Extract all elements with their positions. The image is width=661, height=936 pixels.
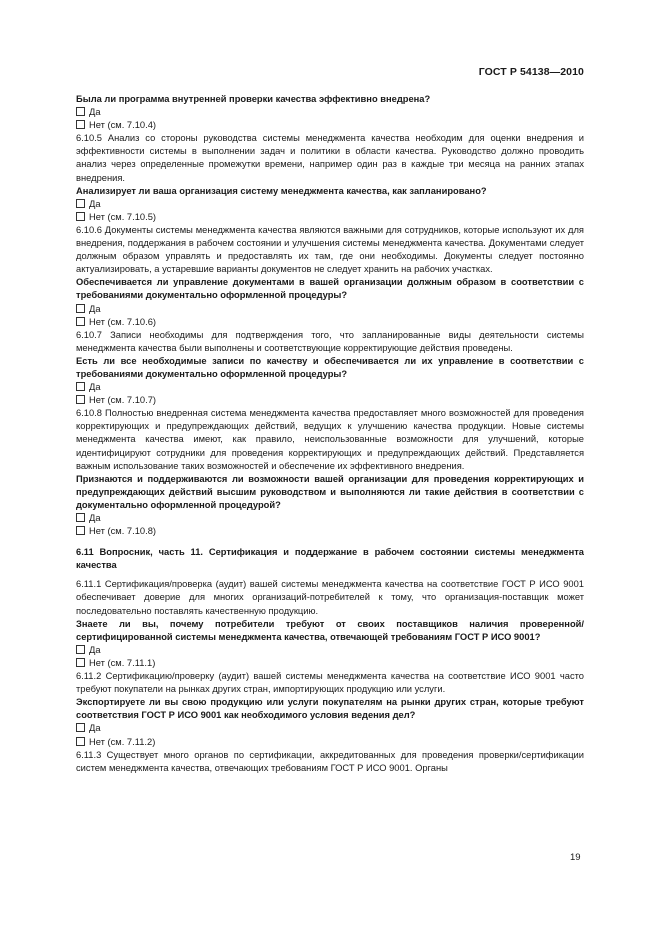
answer-option[interactable] bbox=[76, 198, 584, 211]
checkbox-icon[interactable] bbox=[76, 120, 85, 129]
block-text: Нет (см. 7.10.5) bbox=[89, 211, 156, 222]
checkbox-icon[interactable] bbox=[76, 395, 85, 404]
question-text bbox=[76, 618, 584, 644]
answer-option[interactable] bbox=[76, 722, 584, 735]
block-text: Да bbox=[89, 303, 101, 314]
checkbox-icon[interactable] bbox=[76, 107, 85, 116]
answer-option[interactable] bbox=[76, 119, 584, 132]
checkbox-icon[interactable] bbox=[76, 212, 85, 221]
block-text: Обеспечивается ли управление документами в вашей организации должным образом в соответствии с требованиями документально оформленной процедуры? bbox=[76, 277, 584, 301]
question-text bbox=[76, 185, 584, 198]
block-text: Нет (см. 7.11.1) bbox=[89, 657, 156, 668]
block-text: Есть ли все необходимые записи по качеству и обеспечивается ли их управление в соответствии с требованиями документально оформленной процедуры? bbox=[76, 355, 584, 379]
question-text bbox=[76, 276, 584, 302]
paragraph bbox=[76, 224, 584, 276]
checkbox-icon[interactable] bbox=[76, 658, 85, 667]
checkbox-icon[interactable] bbox=[76, 526, 85, 535]
document-body bbox=[76, 93, 584, 775]
answer-option[interactable] bbox=[76, 316, 584, 329]
checkbox-icon[interactable] bbox=[76, 199, 85, 208]
question-text bbox=[76, 355, 584, 381]
block-text: Да bbox=[89, 107, 101, 118]
block-text: 6.11.2 Сертификацию/проверку (аудит) вашей системы менеджмента качества на соответствие ИСО 9001 часто требуют покупатели на рынках других стран, импортирующих продукцию или услуги. bbox=[76, 671, 584, 695]
paragraph bbox=[76, 749, 584, 775]
block-text: Да bbox=[89, 723, 101, 734]
answer-option[interactable] bbox=[76, 736, 584, 749]
section-heading bbox=[76, 546, 584, 572]
checkbox-icon[interactable] bbox=[76, 737, 85, 746]
block-text: 6.10.8 Полностью внедренная система менеджмента качества предоставляет много возможностей для проведения корректирующих и предупреждающих действий, ведущих к улучшению качества продукции. Новые системы менеджмента качества имеют, как правило, неиспользованные возможности для улучшений, которые идентифицируют сотрудники для проведения корректирующих и предупреждающих действий. Представляется важным использование таких возможностей и обеспечение их эффективного внедрения. bbox=[76, 408, 584, 471]
question-text bbox=[76, 696, 584, 722]
block-text: Нет (см. 7.10.8) bbox=[89, 526, 156, 537]
block-text: Нет (см. 7.10.6) bbox=[89, 316, 156, 327]
answer-option[interactable] bbox=[76, 211, 584, 224]
answer-option[interactable] bbox=[76, 644, 584, 657]
answer-option[interactable] bbox=[76, 512, 584, 525]
answer-option[interactable] bbox=[76, 525, 584, 538]
block-text: 6.10.5 Анализ со стороны руководства системы менеджмента качества необходим для оценки внедрения и эффективности системы в выполнении задач и политики в области качества. Руководство должно проводить анализ через определенные промежутки времени, например один раз в каждые три месяца на ранних этапах внедрения. bbox=[76, 133, 584, 183]
paragraph bbox=[76, 329, 584, 355]
answer-option[interactable] bbox=[76, 106, 584, 119]
block-text: Знаете ли вы, почему потребители требуют от своих поставщиков наличия проверенной/сертифицированной системы менеджмента качества, отвечающей требованиям ГОСТ Р ИСО 9001? bbox=[76, 618, 584, 642]
block-text: 6.11 Вопросник, часть 11. Сертификация и поддержание в рабочем состоянии системы менеджмента качества bbox=[76, 547, 584, 571]
answer-option[interactable] bbox=[76, 394, 584, 407]
paragraph bbox=[76, 578, 584, 617]
block-text: 6.10.7 Записи необходимы для подтверждения того, что запланированные виды деятельности системы менеджмента качества были выполнены и соответствующие корректирующие действия проведены. bbox=[76, 329, 584, 353]
checkbox-icon[interactable] bbox=[76, 723, 85, 732]
answer-option[interactable] bbox=[76, 657, 584, 670]
block-text: Нет (см. 7.11.2) bbox=[89, 736, 156, 747]
document-header: ГОСТ Р 54138—2010 bbox=[478, 66, 584, 78]
page-number: 19 bbox=[570, 852, 581, 863]
block-text: Экспортируете ли вы свою продукцию или услуги покупателям на рынки других стран, которые требуют соответствия ГОСТ Р ИСО 9001 как необходимого условия ведения дел? bbox=[76, 697, 584, 721]
question-text bbox=[76, 473, 584, 512]
checkbox-icon[interactable] bbox=[76, 317, 85, 326]
block-text: Была ли программа внутренней проверки качества эффективно внедрена? bbox=[76, 94, 431, 104]
checkbox-icon[interactable] bbox=[76, 513, 85, 522]
block-text: Да bbox=[89, 198, 101, 209]
checkbox-icon[interactable] bbox=[76, 645, 85, 654]
block-text: Да bbox=[89, 644, 101, 655]
block-text: 6.10.6 Документы системы менеджмента качества являются важными для сотрудников, которые используют их для внедрения, поддержания в рабочем состоянии и улучшения системы менеджмента качества. Документами следует должным образом управлять и предоставлять их там, где они необходимы. Документы следует постоянно актуализировать, а устаревшие варианты документов не следует хранить на рабочих участках. bbox=[76, 224, 584, 275]
block-text: Нет (см. 7.10.7) bbox=[89, 395, 156, 406]
paragraph bbox=[76, 132, 584, 184]
question-text bbox=[76, 93, 584, 106]
block-text: Нет (см. 7.10.4) bbox=[89, 120, 156, 131]
block-text: Да bbox=[89, 513, 101, 523]
checkbox-icon[interactable] bbox=[76, 382, 85, 391]
answer-option[interactable] bbox=[76, 381, 584, 394]
answer-option[interactable] bbox=[76, 303, 584, 316]
block-text: 6.11.1 Сертификация/проверка (аудит) вашей системы менеджмента качества на соответствие ГОСТ Р ИСО 9001 обеспечивает доверие для многих организаций-потребителей к тому, что организация-поставщик может последовательно поставлять качественную продукцию. bbox=[76, 579, 584, 616]
paragraph bbox=[76, 670, 584, 696]
block-text: 6.11.3 Существует много органов по сертификации, аккредитованных для проведения проверки/сертификации систем менеджмента качества, отвечающих требованиям ГОСТ Р ИСО 9001. Органы bbox=[76, 749, 584, 773]
block-text: Признаются и поддерживаются ли возможности вашей организации для проведения корректирующих и предупреждающих действий высшим руководством и выполняются ли такие действия в соответствии с документально оформленной процедурой? bbox=[76, 473, 584, 510]
paragraph bbox=[76, 407, 584, 472]
checkbox-icon[interactable] bbox=[76, 304, 85, 313]
block-text: Анализирует ли ваша организация систему менеджмента качества, как запланировано? bbox=[76, 185, 487, 196]
block-text: Да bbox=[89, 382, 101, 393]
